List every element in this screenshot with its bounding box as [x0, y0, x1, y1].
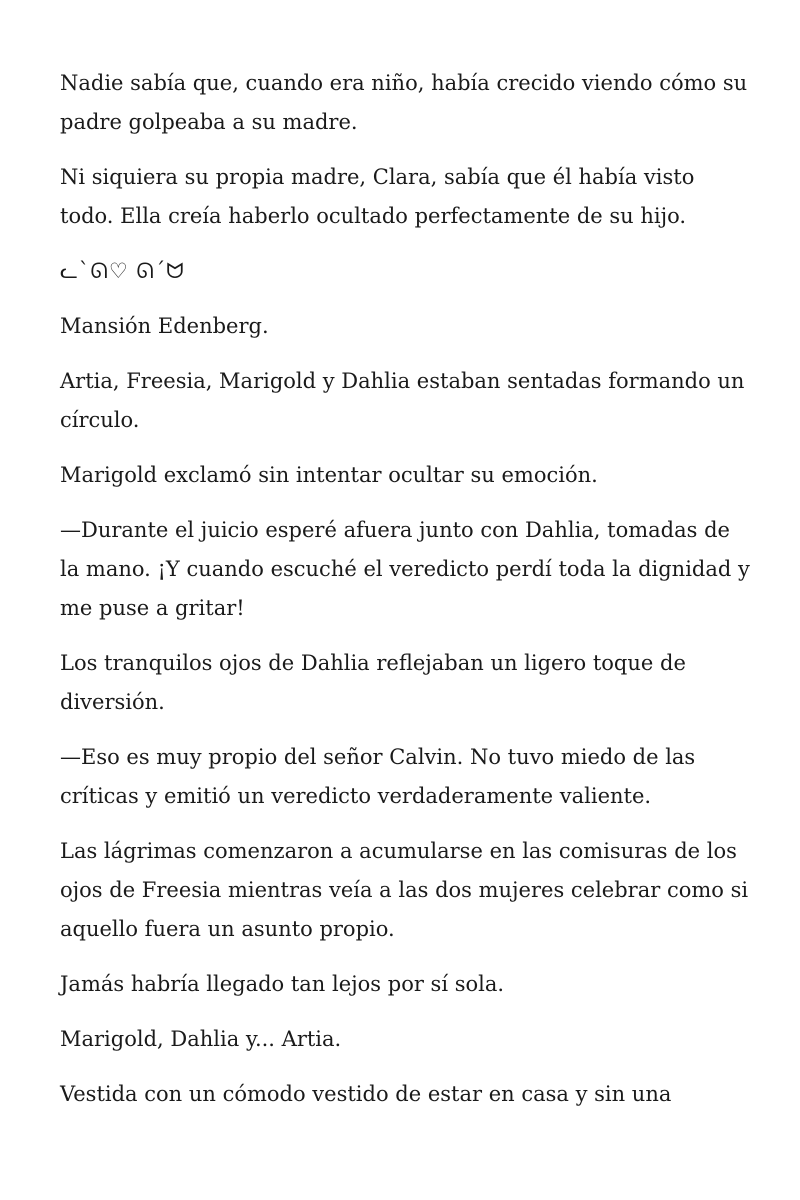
- paragraph: Artia, Freesia, Marigold y Dahlia estaban sentadas formando un círculo.: [60, 369, 745, 432]
- paragraph: Vestida con un cómodo vestido de estar en casa y sin una: [60, 1082, 672, 1106]
- paragraph: Ni siquiera su propia madre, Clara, sabía que él había visto todo. Ella creía haberlo ocultado perfectamente de su hijo.: [60, 165, 695, 228]
- paragraph: Mansión Edenberg.: [60, 314, 269, 338]
- paragraph: Nadie sabía que, cuando era niño, había crecido viendo cómo su padre golpeaba a su madre.: [60, 71, 748, 134]
- paragraph: —Durante el juicio esperé afuera junto con Dahlia, tomadas de la mano. ¡Y cuando escuché el veredicto perdí toda la dignidad y me puse a gritar!: [60, 518, 750, 620]
- paragraph: Las lágrimas comenzaron a acumularse en las comisuras de los ojos de Freesia mientras veía a las dos mujeres celebrar como si aquello fuera un asunto propio.: [60, 839, 749, 941]
- paragraph: Marigold, Dahlia y... Artia.: [60, 1027, 342, 1051]
- paragraph: Marigold exclamó sin intentar ocultar su emoción.: [60, 463, 598, 487]
- paragraph: Jamás habría llegado tan lejos por sí sola.: [60, 972, 505, 996]
- document-body: [60, 64, 750, 1130]
- scene-divider: ᓚ`ᘏ♡ ᘏ´ᗢ: [60, 259, 185, 283]
- paragraph: Los tranquilos ojos de Dahlia reflejaban un ligero toque de diversión.: [60, 651, 686, 714]
- paragraph: —Eso es muy propio del señor Calvin. No tuvo miedo de las críticas y emitió un veredicto verdaderamente valiente.: [60, 745, 696, 808]
